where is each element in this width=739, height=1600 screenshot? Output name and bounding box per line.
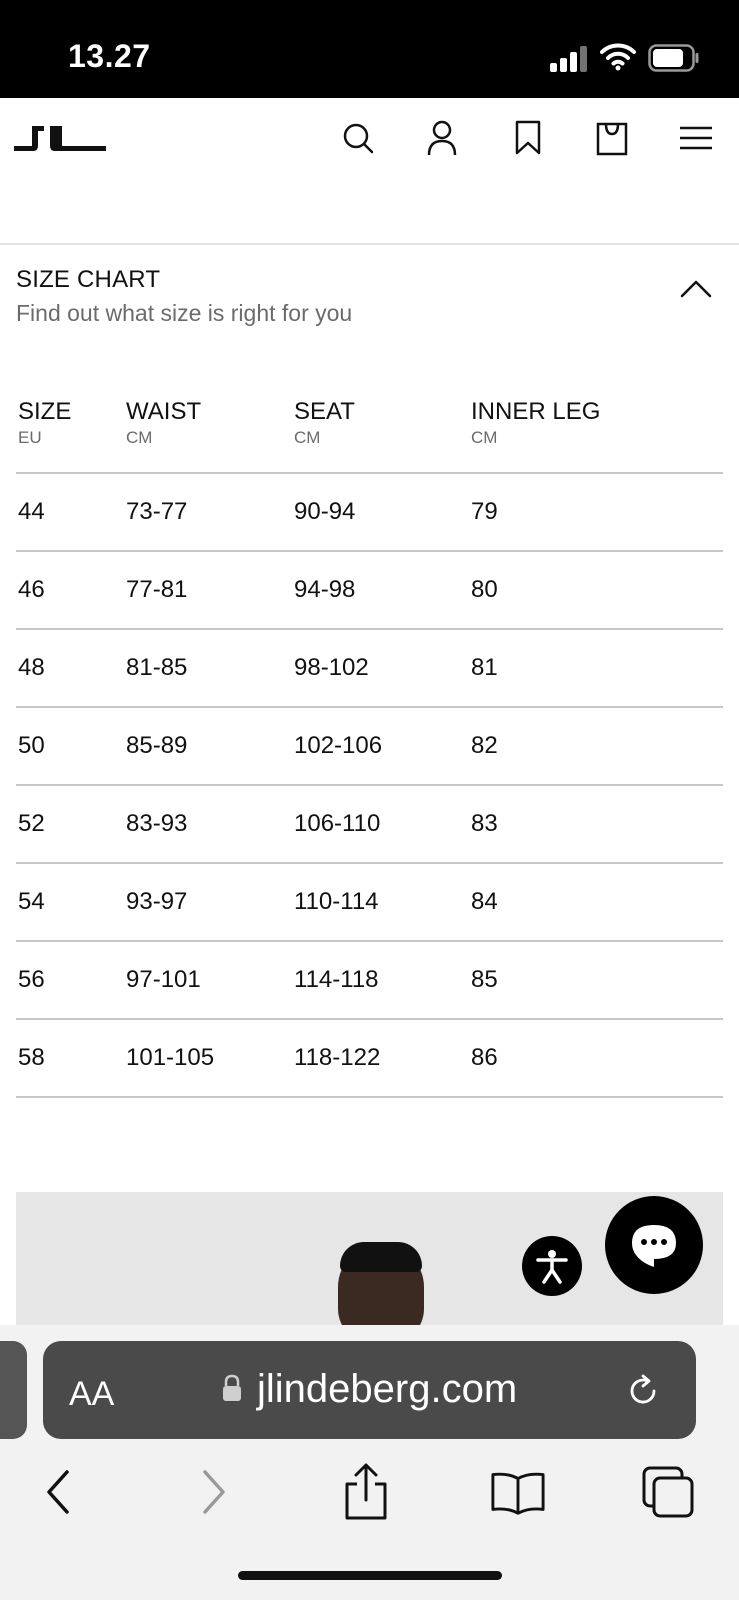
cell-inner-leg: 79 — [471, 498, 498, 525]
accessibility-button[interactable] — [522, 1236, 582, 1296]
cell-size: 52 — [18, 810, 45, 837]
url-domain[interactable]: jlindeberg.com — [257, 1367, 518, 1411]
wishlist-icon[interactable] — [508, 118, 548, 158]
table-row — [16, 552, 723, 630]
cell-seat: 90-94 — [294, 498, 356, 525]
accessibility-icon — [532, 1246, 572, 1286]
column-unit: EU — [18, 428, 42, 447]
cell-waist: 77-81 — [126, 576, 188, 603]
tabs-icon[interactable] — [640, 1462, 696, 1522]
menu-icon[interactable] — [676, 118, 716, 158]
model-hair — [340, 1242, 422, 1272]
bookmarks-icon[interactable] — [490, 1462, 546, 1522]
cell-size: 54 — [18, 888, 45, 915]
cell-seat: 114-118 — [294, 966, 379, 993]
cell-inner-leg: 86 — [471, 1044, 498, 1071]
signal-icon — [550, 46, 588, 72]
table-row — [16, 474, 723, 552]
table-row — [16, 630, 723, 708]
cell-size: 44 — [18, 498, 45, 525]
text-size-button[interactable]: AA — [69, 1375, 115, 1413]
cell-size: 48 — [18, 654, 45, 681]
cell-waist: 97-101 — [126, 966, 201, 993]
column-label: SIZE — [18, 398, 72, 425]
chevron-up-icon[interactable] — [676, 274, 716, 304]
cell-seat: 94-98 — [294, 576, 356, 603]
size-table — [16, 388, 723, 1098]
cell-seat: 118-122 — [294, 1044, 381, 1071]
table-row — [16, 708, 723, 786]
cell-seat: 98-102 — [294, 654, 369, 681]
cell-inner-leg: 82 — [471, 732, 498, 759]
table-body — [16, 474, 723, 1098]
cell-size: 46 — [18, 576, 45, 603]
brand-logo[interactable] — [14, 122, 106, 152]
cell-inner-leg: 85 — [471, 966, 498, 993]
cell-waist: 93-97 — [126, 888, 188, 915]
cell-inner-leg: 84 — [471, 888, 498, 915]
home-indicator — [238, 1571, 502, 1580]
browser-toolbar — [0, 1325, 739, 1600]
column-label: SEAT — [294, 398, 355, 425]
table-row — [16, 1020, 723, 1098]
chat-button[interactable] — [605, 1196, 703, 1294]
battery-icon — [648, 44, 700, 72]
account-icon[interactable] — [422, 118, 462, 158]
table-header — [16, 388, 723, 474]
column-unit: CM — [126, 428, 153, 447]
cell-waist: 81-85 — [126, 654, 188, 681]
bag-icon[interactable] — [592, 118, 632, 158]
column-header-waist — [126, 398, 201, 448]
lock-icon — [221, 1373, 243, 1403]
cell-inner-leg: 83 — [471, 810, 498, 837]
status-bar — [0, 0, 739, 98]
address-bar[interactable] — [43, 1341, 696, 1439]
cell-seat: 102-106 — [294, 732, 383, 759]
chat-icon — [628, 1221, 680, 1269]
table-row — [16, 786, 723, 864]
cell-waist: 73-77 — [126, 498, 188, 525]
section-divider — [0, 243, 739, 245]
cell-size: 56 — [18, 966, 45, 993]
back-icon[interactable] — [30, 1462, 86, 1522]
column-header-seat — [294, 398, 355, 448]
status-time: 13.27 — [68, 38, 151, 74]
table-row — [16, 864, 723, 942]
table-row — [16, 942, 723, 1020]
cell-size: 58 — [18, 1044, 45, 1071]
forward-icon[interactable] — [186, 1462, 242, 1522]
column-header-inner-leg — [471, 398, 600, 448]
reload-icon[interactable] — [623, 1371, 663, 1411]
cell-seat: 110-114 — [294, 888, 379, 915]
cell-waist: 83-93 — [126, 810, 188, 837]
cell-waist: 85-89 — [126, 732, 188, 759]
cell-inner-leg: 81 — [471, 654, 498, 681]
size-chart-title[interactable]: SIZE CHART — [16, 266, 161, 293]
column-unit: CM — [471, 428, 498, 447]
size-chart-subtitle: Find out what size is right for you — [16, 300, 353, 326]
search-icon[interactable] — [338, 118, 378, 158]
cell-size: 50 — [18, 732, 45, 759]
share-icon[interactable] — [338, 1462, 394, 1522]
wifi-icon — [600, 42, 636, 72]
previous-tab[interactable] — [0, 1341, 27, 1439]
cell-waist: 101-105 — [126, 1044, 215, 1071]
cell-seat: 106-110 — [294, 810, 381, 837]
column-header-size — [18, 398, 71, 448]
cell-inner-leg: 80 — [471, 576, 498, 603]
column-label: INNER LEG — [471, 398, 601, 425]
column-label: WAIST — [126, 398, 202, 425]
column-unit: CM — [294, 428, 321, 447]
